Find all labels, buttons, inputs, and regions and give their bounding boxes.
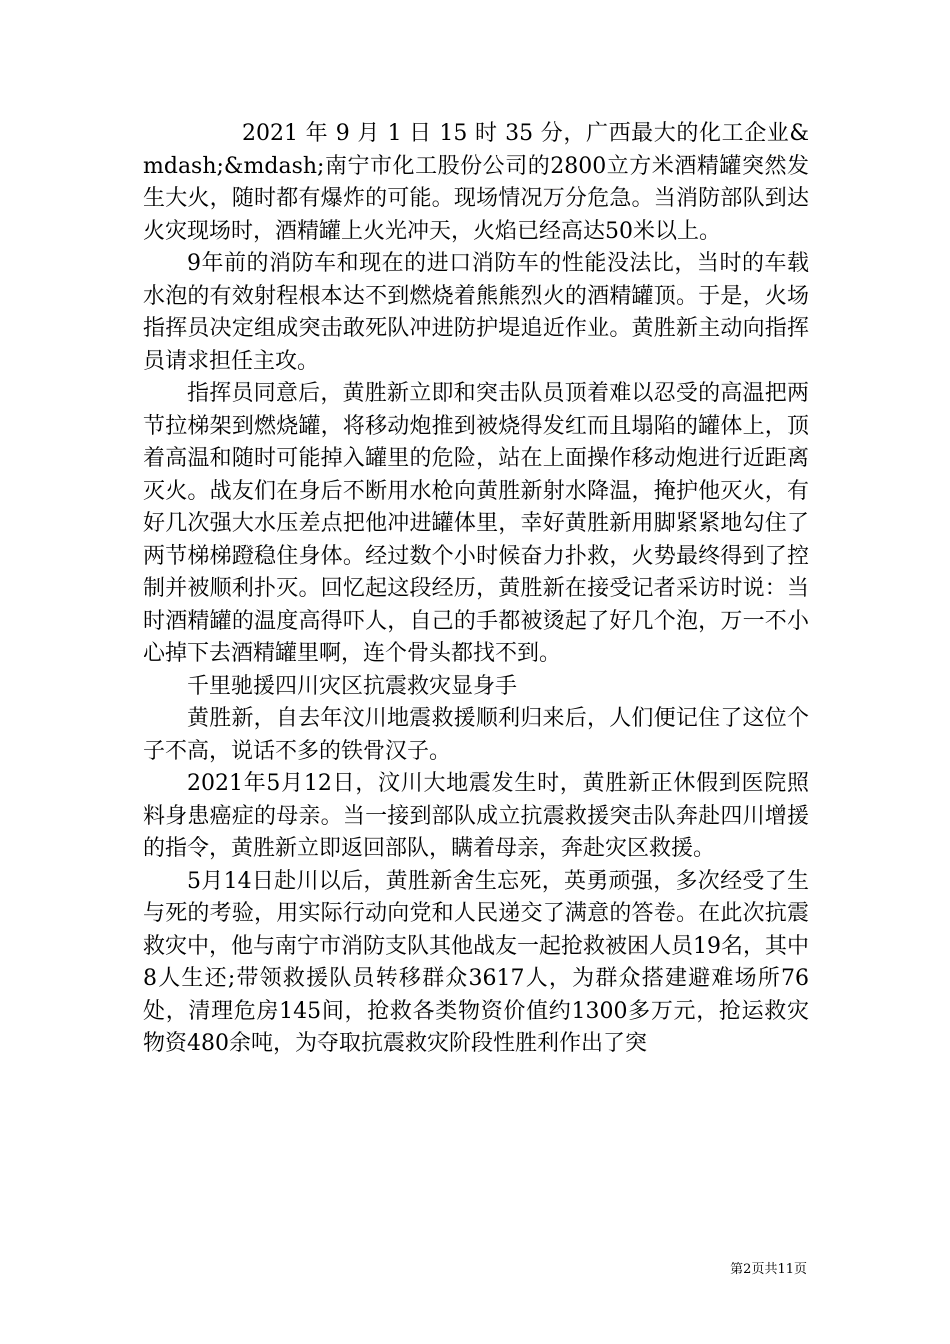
paragraph-3: 指挥员同意后，黄胜新立即和突击队员顶着难以忍受的高温把两节拉梯架到燃烧罐，将移动炮推到被烧得发红而且塌陷的罐体上，顶着高温和随时可能掉入罐里的危险，站在上面操作移动炮进行近距离灭火。战友们在身后不断用水枪向黄胜新射水降温，掩护他灭火，有好几次强大水压差点把他冲进罐体里，幸好黄胜新用脚紧紧地勾住了两节梯梯蹬稳住身体。经过数个小时候奋力扑救，火势最终得到了控制并被顺利扑灭。回忆起这段经历，黄胜新在接受记者采访时说：当时酒精罐的温度高得吓人，自己的手都被烫起了好几个泡，万一不小心掉下去酒精罐里啊，连个骨头都找不到。 [143,381,809,666]
paragraph-1: 2021 年 9 月 1 日 15 时 35 分，广西最大的化工企业&mdash;&mdash;南宁市化工股份公司的2800立方米酒精罐突然发生大火，随时都有爆炸的可能。现场情况万分危急。当消防部队到达火灾现场时，酒精罐上火光冲天，火焰已经高达50米以上。 [143,121,809,244]
paragraph-6: 5月14日赴川以后，黄胜新舍生忘死，英勇顽强，多次经受了生与死的考验，用实际行动向党和人民递交了满意的答卷。在此次抗震救灾中，他与南宁市消防支队其他战友一起抢救被困人员19名，其中8人生还;带领救援队员转移群众3617人，为群众搭建避难场所76处，清理危房145间，抢救各类物资价值约1300多万元，抢运救灾物资480余吨，为夺取抗震救灾阶段性胜利作出了突 [143,868,809,1056]
page-number: 第2页共11页 [730,1262,807,1277]
paragraph-5: 2021年5月12日，汶川大地震发生时，黄胜新正休假到医院照料身患癌症的母亲。当一接到部队成立抗震救援突击队奔赴四川增援的指令，黄胜新立即返回部队，瞒着母亲，奔赴灾区救援。 [143,771,809,861]
paragraph-4: 黄胜新，自去年汶川地震救援顺利归来后，人们便记住了这位个子不高，说话不多的铁骨汉子。 [143,706,809,764]
document-body [143,118,809,1061]
paragraph-2: 9年前的消防车和现在的进口消防车的性能没法比，当时的车载水泡的有效射程根本达不到燃烧着熊熊烈火的酒精罐顶。于是，火场指挥员决定组成突击敢死队冲进防护堤追近作业。黄胜新主动向指挥员请求担任主攻。 [143,251,809,374]
section-heading: 千里驰援四川灾区抗震救灾显身手 [187,673,518,699]
